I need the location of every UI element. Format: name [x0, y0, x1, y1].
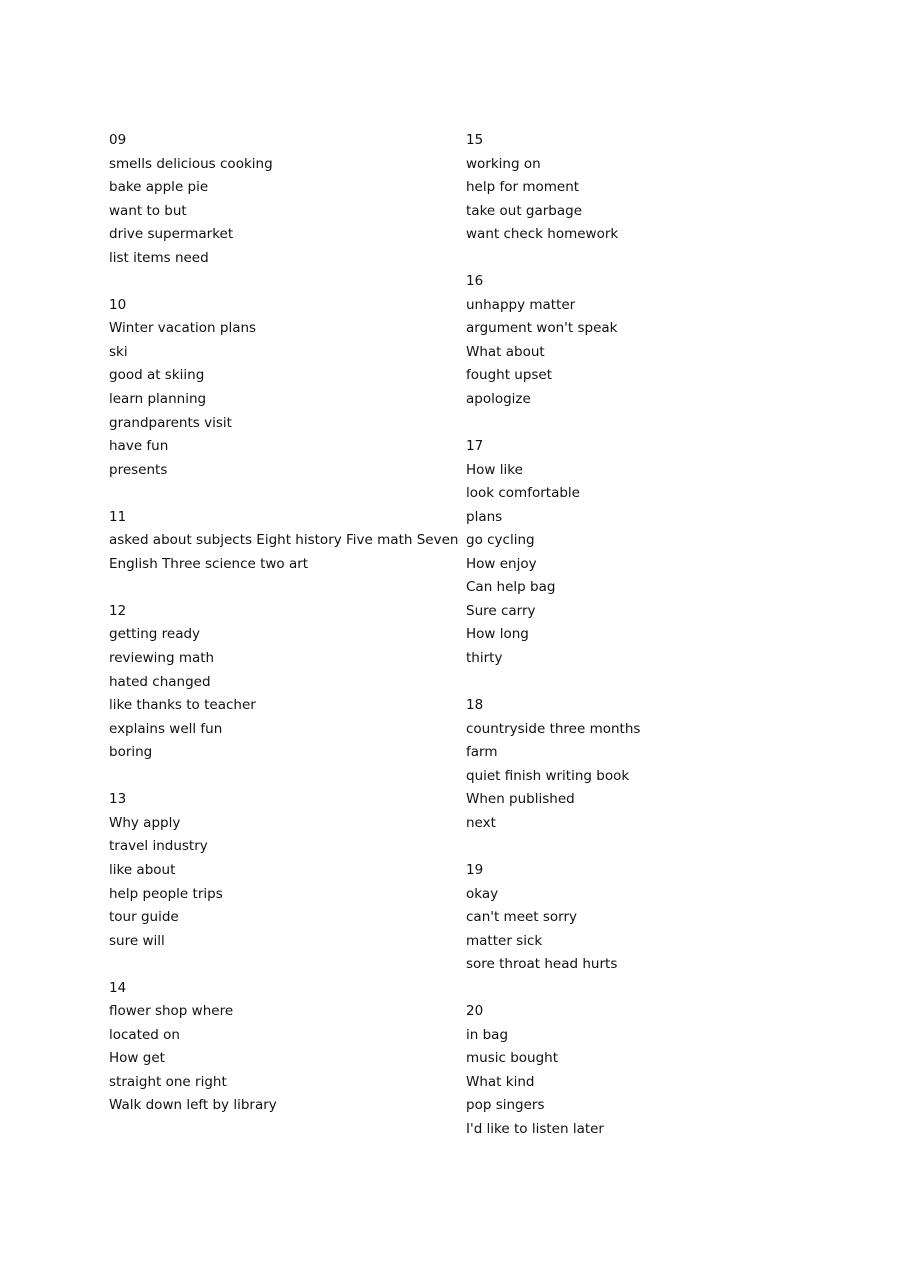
- left-column: [109, 129, 459, 1142]
- right-column: [466, 129, 806, 1165]
- answer-section: [466, 270, 806, 411]
- keyword-line: Can help bag: [466, 579, 556, 596]
- keyword-line: countryside three months: [466, 720, 641, 737]
- answer-section: [109, 294, 449, 482]
- keyword-line: ski: [109, 343, 128, 360]
- keyword-line: go cycling: [466, 532, 535, 549]
- answer-section: [109, 977, 449, 1118]
- question-number: 16: [466, 273, 484, 290]
- keyword-line: presents: [109, 461, 168, 478]
- keyword-line: hated changed: [109, 673, 211, 690]
- keyword-line: What kind: [466, 1073, 535, 1090]
- keyword-line: flower shop where: [109, 1003, 234, 1020]
- keyword-line: fought upset: [466, 367, 553, 384]
- keyword-line: What about: [466, 343, 545, 360]
- keyword-line: unhappy matter: [466, 296, 576, 313]
- answer-section: [109, 129, 449, 270]
- keyword-line: matter sick: [466, 932, 543, 949]
- question-number: 10: [109, 296, 127, 313]
- question-number: 14: [109, 979, 127, 996]
- keyword-line: help for moment: [466, 179, 580, 196]
- keyword-line: sore throat head hurts: [466, 956, 618, 973]
- keyword-line: want check homework: [466, 226, 619, 243]
- keyword-line: apologize: [466, 391, 531, 408]
- keyword-line: in bag: [466, 1026, 509, 1043]
- keyword-line: grandparents visit: [109, 414, 232, 431]
- keyword-line: learn planning: [109, 391, 207, 408]
- keyword-line: Why apply: [109, 814, 181, 831]
- keyword-line: can't meet sorry: [466, 909, 578, 926]
- keyword-line: take out garbage: [466, 202, 583, 219]
- keyword-line: quiet finish writing book: [466, 767, 630, 784]
- keyword-line: asked about subjects Eight history Five math Seven: [109, 532, 459, 549]
- keyword-line: located on: [109, 1026, 180, 1043]
- keyword-line: reviewing math: [109, 650, 215, 667]
- question-number: 11: [109, 508, 127, 525]
- keyword-line: explains well fun: [109, 720, 223, 737]
- keyword-line: look comfortable: [466, 485, 580, 502]
- keyword-line: tour guide: [109, 909, 179, 926]
- question-number: 18: [466, 697, 484, 714]
- keyword-line: Sure carry: [466, 602, 536, 619]
- keyword-line: like about: [109, 861, 176, 878]
- keyword-line: smells delicious cooking: [109, 155, 273, 172]
- question-number: 09: [109, 132, 127, 148]
- keyword-line: How long: [466, 626, 529, 643]
- question-number: 19: [466, 861, 484, 878]
- keyword-line: How get: [109, 1050, 165, 1067]
- answer-section: [466, 435, 806, 670]
- answer-section: [466, 1000, 806, 1141]
- keyword-line: list items need: [109, 249, 209, 266]
- keyword-line: farm: [466, 744, 498, 761]
- keyword-line: pop singers: [466, 1097, 545, 1114]
- answer-section: [109, 506, 459, 577]
- keyword-line: drive supermarket: [109, 226, 234, 243]
- question-number: 15: [466, 132, 484, 148]
- keyword-line: next: [466, 814, 496, 831]
- keyword-line: good at skiing: [109, 367, 205, 384]
- keyword-line: working on: [466, 155, 541, 172]
- keyword-line: help people trips: [109, 885, 223, 902]
- question-number: 17: [466, 438, 484, 455]
- question-number: 13: [109, 791, 127, 808]
- answer-section: [466, 694, 806, 835]
- keyword-line: Winter vacation plans: [109, 320, 257, 337]
- keyword-line: How like: [466, 461, 523, 478]
- answer-section: [466, 129, 806, 247]
- keyword-line: sure will: [109, 932, 165, 949]
- keyword-line: straight one right: [109, 1073, 227, 1090]
- keyword-line: okay: [466, 885, 499, 902]
- keyword-line: travel industry: [109, 838, 208, 855]
- keyword-line: music bought: [466, 1050, 559, 1067]
- keyword-line: like thanks to teacher: [109, 697, 256, 714]
- keyword-line: Walk down left by library: [109, 1097, 277, 1114]
- answer-section: [109, 788, 449, 953]
- question-number: 12: [109, 602, 127, 619]
- keyword-line: have fun: [109, 438, 169, 455]
- keyword-line: How enjoy: [466, 555, 537, 572]
- keyword-line: plans: [466, 508, 503, 525]
- question-number: 20: [466, 1003, 484, 1020]
- keyword-line: English Three science two art: [109, 555, 309, 572]
- keyword-line: I'd like to listen later: [466, 1120, 604, 1137]
- keyword-line: want to but: [109, 202, 187, 219]
- keyword-line: argument won't speak: [466, 320, 618, 337]
- answer-section: [466, 859, 806, 977]
- answer-section: [109, 600, 449, 765]
- keyword-line: bake apple pie: [109, 179, 209, 196]
- keyword-line: boring: [109, 744, 153, 761]
- keyword-line: getting ready: [109, 626, 201, 643]
- keyword-line: thirty: [466, 650, 503, 667]
- keyword-line: When published: [466, 791, 575, 808]
